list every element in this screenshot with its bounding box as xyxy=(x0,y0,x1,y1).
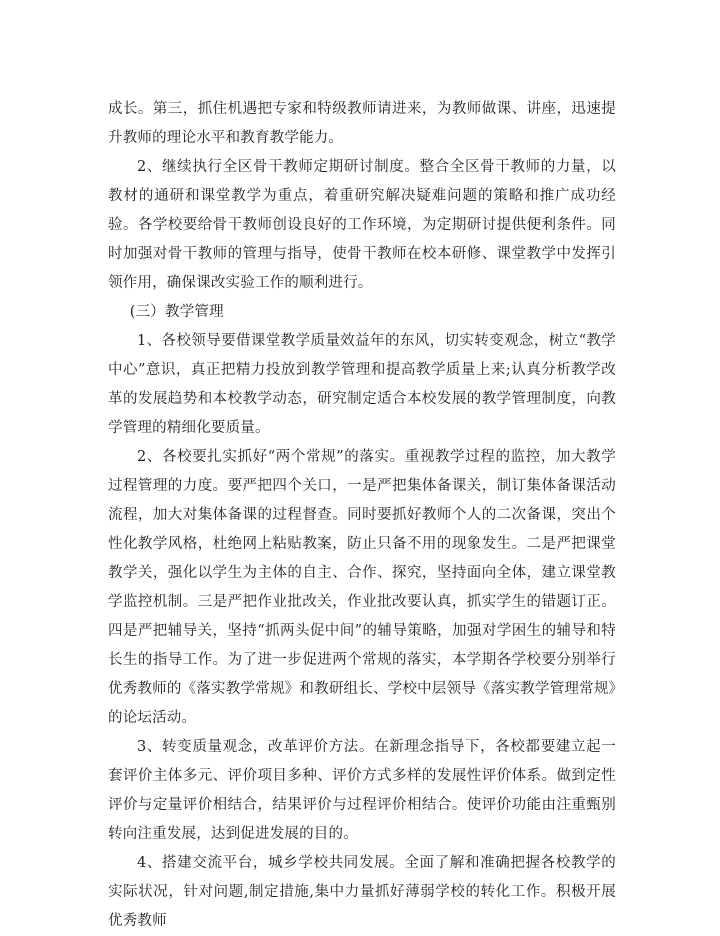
paragraph-quality-evaluation: 3、转变质量观念，改革评价方法。在新理念指导下，各校都要建立起一套评价主体多元、评价项目多种、评价方式多样的发展性评价体系。做到定性评价与定量评价相结合，结果评价与过程评价相结合。使评价功能由注重甄别转向注重发展，达到促进发展的目的。 xyxy=(108,739,616,842)
paragraph-two-routines: 2、各校要扎实抓好“两个常规”的落实。重视教学过程的监控，加大教学过程管理的力度。要严把四个关口，一是严把集体备课关，制订集体备课活动流程，加大对集体备课的过程督查。同时要抓好教师个人的二次备课，突出个性化教学风格，杜绝网上粘贴教案，防止只备不用的现象发生。二是严把课堂教学关，强化以学生为主体的自主、合作、探究，坚持面向全体，建立课堂教学监控机制。三是严把作业批改关，作业批改要认真，抓实学生的错题订正。四是严把辅导关，坚持“抓两头促中间”的辅导策略，加强对学困生的辅导和特长生的指导工作。为了进一步促进两个常规的落实，本学期各学校要分别举行优秀教师的《落实教学常规》和教研组长、学校中层领导《落实教学管理常规》的论坛活动。 xyxy=(108,449,616,726)
paragraph-continuation: 成长。第三，抓住机遇把专家和特级教师请进来，为教师做课、讲座，迅速提升教师的理论水平和教育教学能力。 xyxy=(108,101,616,146)
section-heading-teaching-management: (三）教学管理 xyxy=(129,304,224,320)
document-body xyxy=(108,95,616,936)
paragraph-exchange-platform: 4、搭建交流平台，城乡学校共同发展。全面了解和准确把握各校教学的实际状况，针对问题,制定措施,集中力量抓好薄弱学校的转化工作。积极开展优秀教师 xyxy=(108,855,616,929)
paragraph-backbone-teacher-seminar: 2、继续执行全区骨干教师定期研讨制度。整合全区骨干教师的力量，以教材的通研和课堂教学为重点，着重研究解决疑难问题的策略和推广成功经验。各学校要给骨干教师创设良好的工作环境，为定期研讨提供便利条件。同时加强对骨干教师的管理与指导，使骨干教师在校本研修、课堂教学中发挥引领作用，确保课改实验工作的顺利进行。 xyxy=(108,159,616,291)
paragraph-leadership-concept: 1、各校领导要借课堂教学质量效益年的东风，切实转变观念，树立“教学中心”意识，真正把精力投放到教学管理和提高教学质量上来;认真分析教学改革的发展趋势和本校教学动态，研究制定适合本校发展的教学管理制度，向教学管理的精细化要质量。 xyxy=(108,333,616,436)
